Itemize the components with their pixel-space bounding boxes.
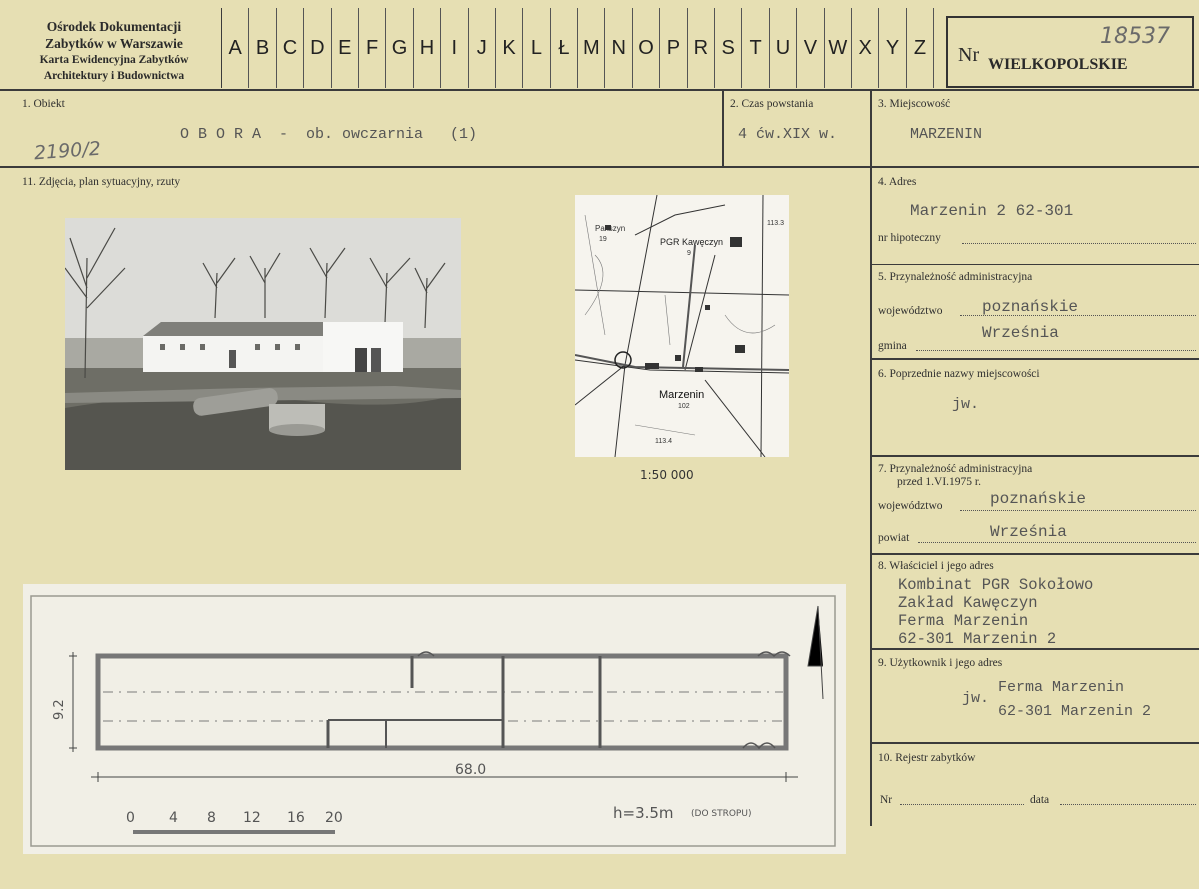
map-label-19: 19 — [599, 236, 607, 243]
f4-label: 4. Adres — [878, 176, 917, 188]
rule-row1 — [0, 166, 1199, 168]
scale-tick-12: 12 — [243, 810, 261, 826]
index-letter: D — [304, 8, 331, 88]
scale-tick-4: 4 — [169, 810, 178, 826]
f5-woj-label: województwo — [878, 305, 943, 317]
institution-line-1: Ośrodek Dokumentacji — [46, 19, 182, 34]
nr-handwritten: 18537 — [1100, 24, 1170, 49]
f5-gmina-dots — [916, 350, 1196, 351]
f4-sub-label: nr hipoteczny — [878, 232, 941, 244]
f7-woj-label: województwo — [878, 500, 943, 512]
index-letter: Z — [907, 8, 934, 88]
f10-data-label: data — [1030, 794, 1050, 806]
plan-width-dim: 9.2 — [52, 699, 67, 720]
card-title-line-1: Karta Ewidencyjna Zabytków — [39, 54, 189, 66]
institution-block — [8, 18, 220, 84]
index-letter: A — [222, 8, 249, 88]
number-box — [946, 16, 1194, 88]
situation-map — [575, 195, 789, 457]
rule-f9 — [871, 742, 1199, 744]
index-letter: U — [770, 8, 797, 88]
plan-height-note: h=3.5m — [613, 804, 674, 822]
f3-value: MARZENIN — [910, 126, 983, 143]
scale-tick-8: 8 — [207, 810, 216, 826]
f10-nr-label: Nr — [880, 794, 893, 806]
f5-gmina-value: Września — [982, 324, 1059, 342]
f8-line-2: Zakład Kawęczyn — [898, 594, 1038, 612]
index-letter: I — [441, 8, 468, 88]
region-stamp: WIELKOPOLSKIE — [988, 56, 1128, 73]
f8-line-3: Ferma Marzenin — [898, 612, 1029, 630]
map-label-pgr: PGR Kawęczyn — [660, 237, 724, 247]
f4-value: Marzenin 2 62-301 — [910, 202, 1074, 220]
f9-jw: jw. — [962, 690, 990, 707]
map-label-marzenin: Marzenin — [659, 389, 705, 401]
scale-tick-20: 20 — [325, 810, 343, 826]
map-label-102: 102 — [678, 403, 690, 410]
f4-dotted-line — [962, 243, 1196, 244]
index-letter: T — [742, 8, 769, 88]
f5-gmina-label: gmina — [878, 340, 907, 352]
rule-f8 — [871, 648, 1199, 650]
f10-label: 10. Rejestr zabytków — [878, 752, 976, 764]
plan-length-dim: 68.0 — [455, 762, 487, 778]
rule-f4 — [871, 264, 1199, 265]
f3-label: 3. Miejscowość — [878, 98, 951, 110]
index-letter: W — [825, 8, 852, 88]
f7-label-2: przed 1.VI.1975 r. — [897, 476, 981, 488]
map-label-1133: 113.3 — [767, 220, 784, 227]
f10-nr-dots — [900, 804, 1024, 805]
map-label-1134: 113.4 — [655, 438, 672, 445]
f7-woj-dots — [960, 510, 1196, 511]
rule-f5 — [871, 358, 1199, 360]
f10-data-dots — [1060, 804, 1196, 805]
nr-label: Nr — [958, 44, 980, 66]
index-letter: G — [386, 8, 413, 88]
scale-bar — [133, 830, 335, 834]
map-scale: 1:50 000 — [640, 468, 694, 482]
f6-label: 6. Poprzednie nazwy miejscowości — [878, 368, 1040, 380]
index-letter: L — [523, 8, 550, 88]
f9-address — [998, 676, 1151, 724]
map-label-pakszyn: Pakszyn — [595, 224, 626, 233]
institution-line-2: Zabytków w Warszawie — [45, 36, 183, 51]
index-letter: C — [277, 8, 304, 88]
map-label-9: 9 — [687, 250, 691, 257]
f7-pow-label: powiat — [878, 532, 910, 544]
scale-tick-16: 16 — [287, 810, 305, 826]
f11-label: 11. Zdjęcia, plan sytuacyjny, rzuty — [22, 176, 181, 188]
index-letter: Ł — [551, 8, 578, 88]
index-letter: V — [797, 8, 824, 88]
card-title-line-2: Architektury i Budownictwa — [43, 70, 185, 82]
plan-height-note-2: (DO STROPU) — [691, 809, 752, 819]
f7-pow-value: Września — [990, 523, 1067, 541]
f8-label: 8. Właściciel i jego adres — [878, 560, 994, 572]
f1-value: O B O R A - ob. owczarnia (1) — [180, 126, 478, 143]
f5-woj-dots — [960, 315, 1196, 316]
f9-line-2: 62-301 Marzenin 2 — [998, 703, 1152, 720]
index-letter: P — [660, 8, 687, 88]
index-letter: M — [578, 8, 605, 88]
divider-right-column — [870, 90, 872, 826]
f9-label: 9. Użytkownik i jego adres — [878, 657, 1003, 669]
f8-line-4: 62-301 Marzenin 2 — [898, 630, 1057, 648]
f7-label: 7. Przynależność administracyjna — [878, 463, 1033, 475]
f1-label: 1. Obiekt — [22, 98, 65, 110]
f2-label: 2. Czas powstania — [730, 98, 814, 110]
index-letter: K — [496, 8, 523, 88]
rule-top — [0, 89, 1199, 91]
index-letter: N — [605, 8, 632, 88]
f5-woj-value: poznańskie — [982, 298, 1079, 316]
f6-value: jw. — [952, 396, 980, 413]
f2-value: 4 ćw.XIX w. — [738, 126, 838, 143]
index-letter: R — [688, 8, 715, 88]
scale-tick-0: 0 — [126, 810, 135, 826]
rule-f6 — [871, 455, 1199, 457]
index-letter: S — [715, 8, 742, 88]
f5-label: 5. Przynależność administracyjna — [878, 271, 1033, 283]
index-letter: E — [332, 8, 359, 88]
index-letter: B — [249, 8, 276, 88]
f7-woj-value: poznańskie — [990, 490, 1087, 508]
index-letter: F — [359, 8, 386, 88]
f9-line-1: Ferma Marzenin — [998, 679, 1125, 696]
index-letter: Y — [879, 8, 906, 88]
index-letter: O — [633, 8, 660, 88]
f8-line-1: Kombinat PGR Sokołowo — [898, 576, 1094, 594]
f8-address — [898, 576, 1093, 648]
building-photo — [65, 218, 461, 470]
floor-plan — [23, 584, 846, 854]
alphabet-index — [222, 8, 934, 88]
rule-f7 — [871, 553, 1199, 555]
index-letter: X — [852, 8, 879, 88]
index-letter: H — [414, 8, 441, 88]
f7-pow-dots — [918, 542, 1196, 543]
index-letter: J — [469, 8, 496, 88]
divider-f1-f2 — [722, 90, 724, 167]
f1-handnote: 2190/2 — [33, 137, 102, 165]
